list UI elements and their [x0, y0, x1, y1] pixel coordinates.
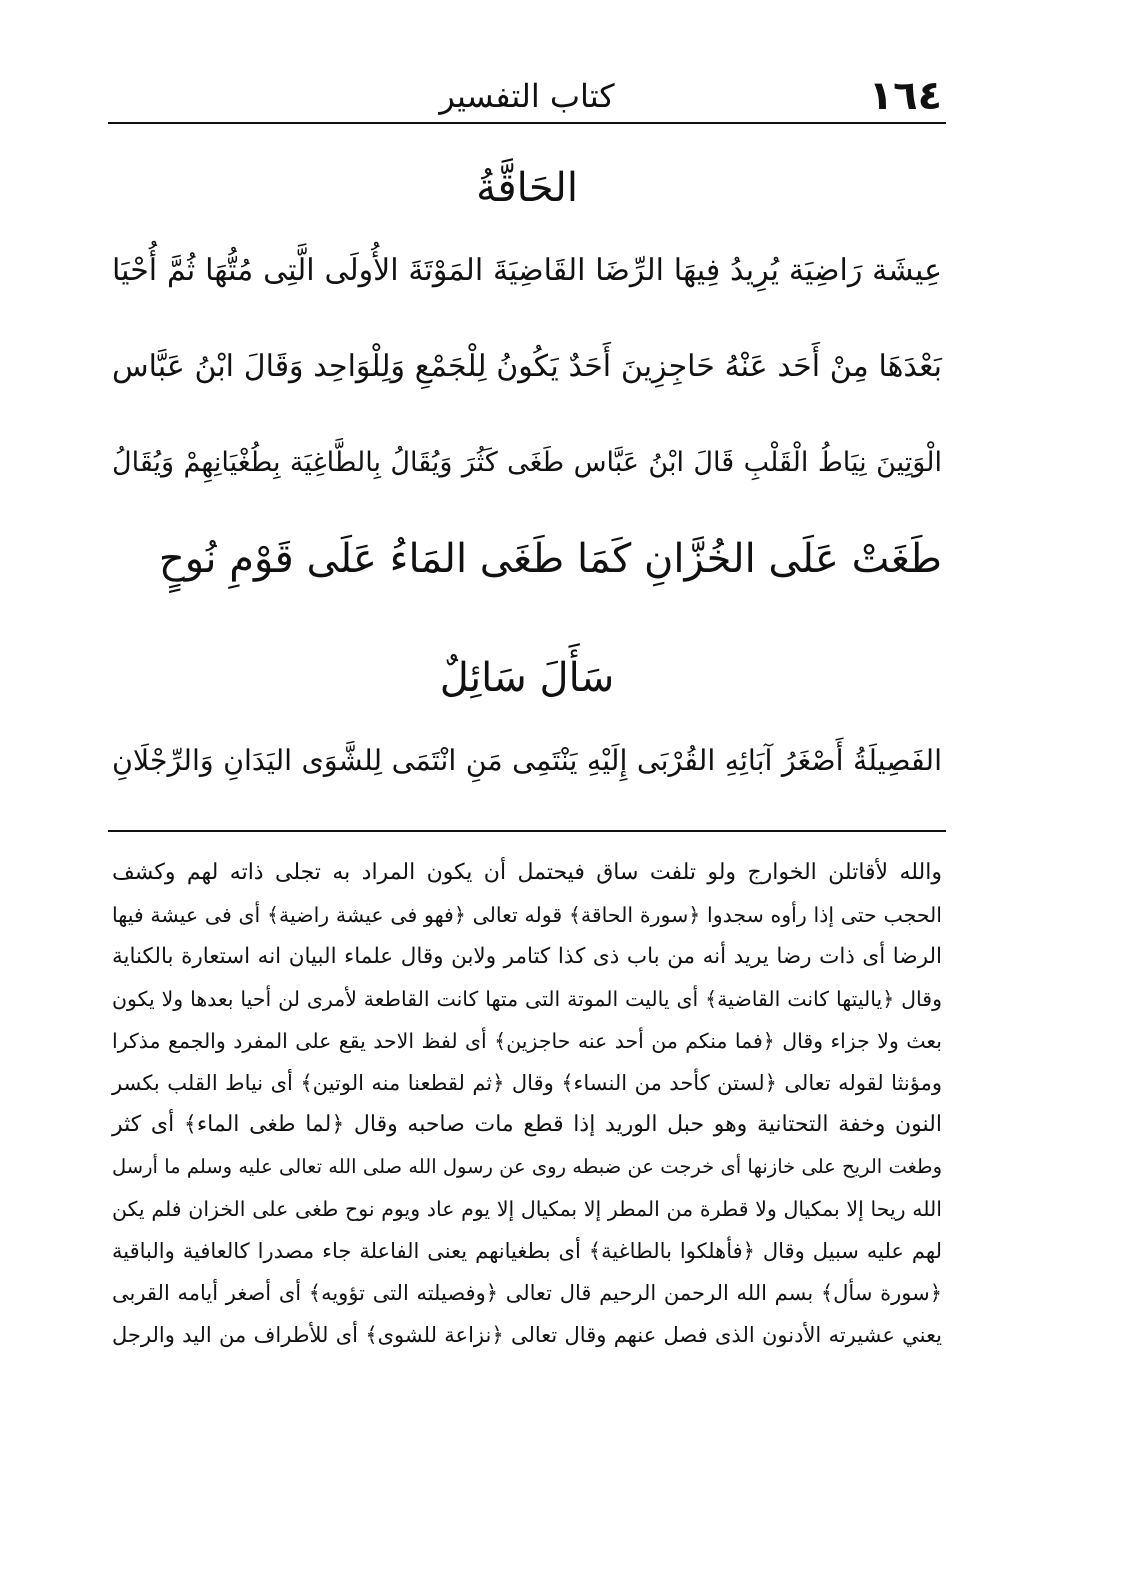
footnote-rule — [108, 830, 946, 832]
footnote-line: الحجب حتى إذا رأوه سجدوا ﴿سورة الحاقة﴾ قوله تعالى ﴿فهو فى عيشة راضية﴾ أى فى عيشة فيها — [112, 903, 942, 927]
main-text-line: طَغَتْ عَلَى الخُزَّانِ كَمَا طَغَى المَاءُ عَلَى قَوْمِ نُوحٍ — [158, 536, 942, 582]
footnote-line: بعث ولا جزاء وقال ﴿فما منكم من أحد عنه حاجزين﴾ أى لفظ الاحد يقع على المفرد والجمع مذكرا — [112, 1029, 942, 1053]
main-text-line: الفَصِيلَةُ أَصْغَرُ آبَائِهِ القُرْبَى إِلَيْهِ يَنْتَمِى مَنِ انْتَمَى لِلشَّوَى اليَدَانِ وَالرِّجْلَانِ — [112, 744, 942, 777]
page-header — [108, 70, 946, 122]
footnote-line: ﴿سورة سأل﴾ بسم الله الرحمن الرحيم قال تعالى ﴿وفصيلته التى تؤويه﴾ أى أصغر أيامه القربى — [112, 1281, 942, 1305]
footnote-line: لهم عليه سبيل وقال ﴿فأهلكوا بالطاغية﴾ أى بطغيانهم يعنى الفاعلة جاء مصدرا كالعافية والباقية — [112, 1239, 942, 1263]
section-title-al-haqqa: الحَاقَّةُ — [476, 165, 578, 211]
footnote-line: ومؤنثا لقوله تعالى ﴿لستن كأحد من النساء﴾ وقال ﴿ثم لقطعنا منه الوتين﴾ أى نياط القلب بكسر — [112, 1071, 942, 1095]
main-text-line: عِيشَة رَاضِيَة يُرِيدُ فِيهَا الرِّضَا القَاضِيَةَ المَوْتَةَ الأُولَى الَّتِى مُتُّهَا ثُمَّ أُحْيَا — [112, 253, 942, 288]
header-rule — [108, 122, 946, 124]
footnote-line: الله ريحا إلا بمكيال ولا قطرة من المطر إلا بمكيال إلا يوم عاد ويوم نوح طغى على الخزان فلم يكن — [112, 1197, 942, 1221]
footnote-line: والله لأقاتلن الخوارج ولو تلفت ساق فيحتمل أن يكون المراد به تجلى ذاته لهم وكشف — [112, 860, 942, 885]
page-number: ١٦٤ — [868, 73, 942, 119]
footnote-line: وقال ﴿ياليتها كانت القاضية﴾ أى ياليت الموتة التى متها كانت القاطعة لأمرى لن أحيا بعدها ولا يكون — [112, 987, 942, 1011]
main-text-line: بَعْدَهَا مِنْ أَحَد عَنْهُ حَاجِزِينَ أَحَدٌ يَكُونُ لِلْجَمْعِ وَلِلْوَاحِد وَقَالَ ابْنُ عَبَّاس — [112, 349, 942, 384]
footnote-line: النون وخفة التحتانية وهو حبل الوريد إذا قطع مات صاحبه وقال ﴿لما طغى الماء﴾ أى كثر — [112, 1112, 942, 1137]
running-title: كتاب التفسير — [439, 77, 615, 115]
main-text-line: الْوَتِينَ نِيَاطُ الْقَلْبِ قَالَ ابْنُ عَبَّاس طَغَى كَثُرَ وَيُقَالُ بِالطَّاغِيَة بِطُغْيَانِهِمْ وَيُقَالُ — [112, 447, 942, 478]
section-title-saala-sail: سَأَلَ سَائِلٌ — [439, 655, 615, 701]
footnote-line: وطغت الريح على خازنها أى خرجت عن ضبطه روى عن رسول الله صلى الله تعالى عليه وسلم ما أرسل — [112, 1155, 942, 1178]
footnote-line: الرضا أى ذات رضا يريد أنه من باب ذى كذا كتامر ولابن وقال علماء البيان انه استعارة بالكناية — [112, 944, 942, 969]
footnote-line: يعني عشيرته الأدنون الذى فصل عنهم وقال تعالى ﴿نزاعة للشوى﴾ أى للأطراف من اليد والرجل — [112, 1323, 942, 1347]
